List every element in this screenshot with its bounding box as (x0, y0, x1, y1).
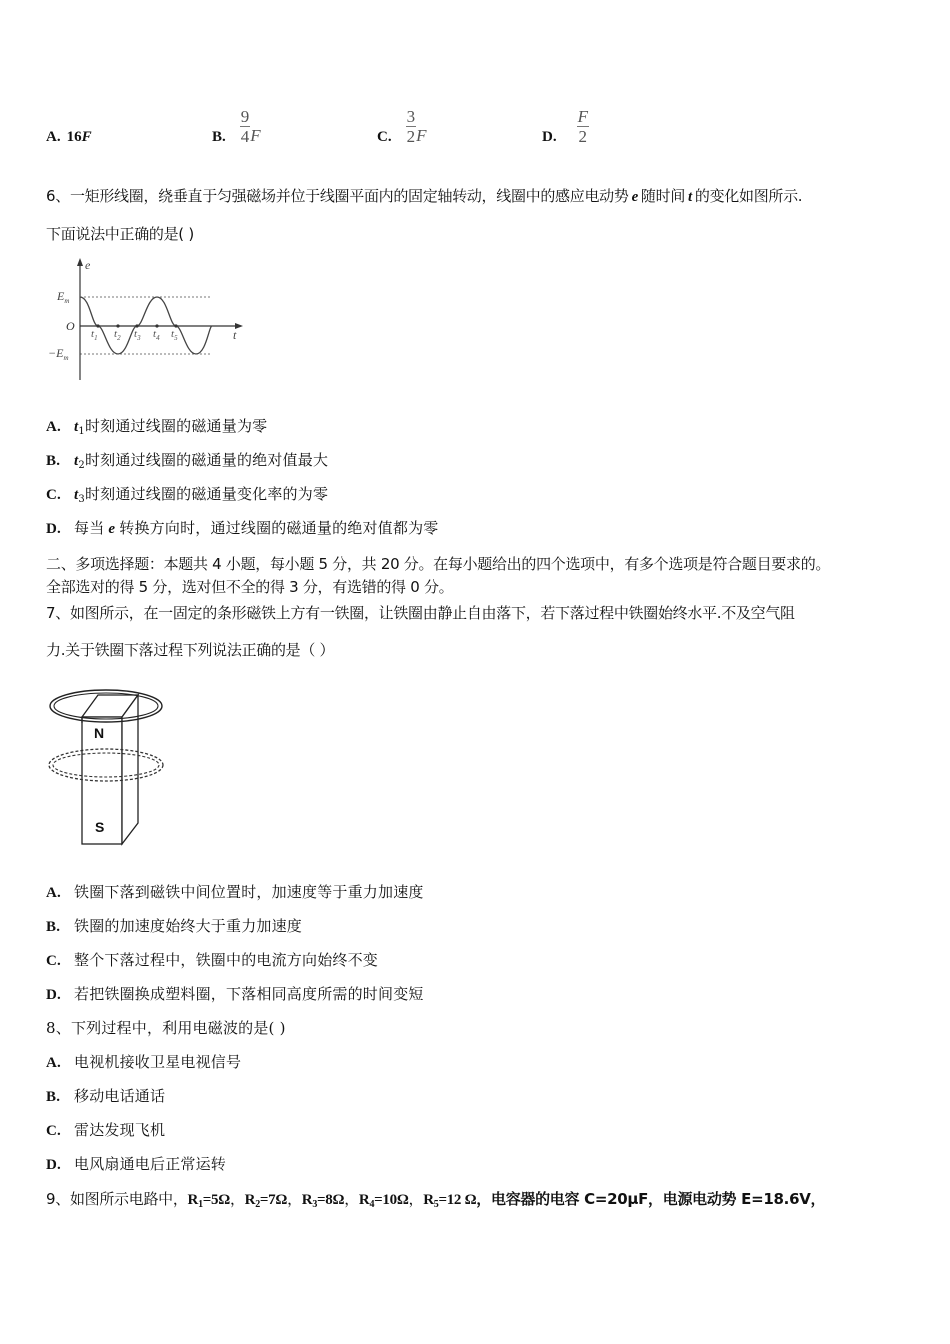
resistor-r4: $R_4=10\Omega$ (358, 1192, 409, 1210)
option-letter: A. (46, 885, 61, 901)
graph-t3-label: $t_3$ (134, 328, 141, 342)
q9-stem-text: 9、如图所示电路中， (46, 1190, 188, 1208)
option-letter: A. (46, 129, 61, 145)
option-letter: D. (542, 129, 557, 145)
option-var: F (250, 126, 261, 145)
q8-option-a[interactable] (46, 1052, 241, 1073)
q6-option-c[interactable] (46, 484, 328, 510)
option-var: t (74, 453, 79, 469)
q7-stem-line2: 力.关于铁圈下落过程下列说法正确的是（ ） (46, 641, 335, 659)
q5-option-a[interactable] (46, 129, 92, 146)
graph-x-label: t (233, 328, 237, 342)
fraction-numerator: 3 (406, 107, 416, 126)
q8-option-b[interactable] (46, 1086, 165, 1107)
q7-magnet-figure (46, 683, 176, 848)
option-letter: A. (46, 1055, 61, 1071)
fraction (406, 107, 417, 146)
fraction (240, 107, 251, 146)
option-letter: C. (46, 1123, 61, 1139)
option-letter: A. (46, 419, 61, 435)
option-text: 电视机接收卫星电视信号 (74, 1053, 242, 1071)
option-letter: B. (46, 1089, 61, 1105)
q6-emf-graph (40, 255, 250, 385)
q6-stem-line1 (46, 186, 802, 207)
south-pole-label: S (95, 819, 105, 835)
graph-t4-label: $t_4$ (153, 328, 160, 342)
option-text: 时刻通过线圈的磁通量为零 (84, 417, 268, 435)
option-var: t (74, 419, 79, 435)
option-letter: B. (212, 129, 226, 145)
q7-option-b[interactable] (46, 916, 302, 937)
option-var: F (81, 129, 92, 145)
q7-option-d[interactable] (46, 984, 424, 1005)
q6-stem-text: 随时间 (640, 187, 686, 205)
section2-instructions-line1: 二、多项选择题：本题共 4 小题，每小题 5 分，共 20 分。在每小题给出的四个选项中，有多个选项是符合题目要求的。 (46, 555, 831, 573)
option-sub: 3 (78, 494, 85, 505)
option-text: 整个下落过程中，铁圈中的电流方向始终不变 (74, 951, 379, 969)
q7-option-c[interactable] (46, 950, 378, 971)
resistor-r1: $R_1=5\Omega$ (187, 1192, 230, 1210)
north-pole-label: N (94, 725, 105, 741)
resistor-r2: $R_2=7\Omega$ (244, 1192, 288, 1210)
graph-origin-label: O (66, 319, 75, 333)
q5-option-d[interactable] (542, 107, 589, 146)
fraction-numerator: 9 (240, 107, 250, 126)
fraction-denominator: 2 (578, 127, 588, 146)
option-letter: D. (46, 1157, 61, 1173)
option-text: 移动电话通话 (74, 1087, 166, 1105)
option-text: 时刻通过线圈的磁通量变化率的为零 (84, 485, 329, 503)
option-letter: B. (46, 453, 61, 469)
q9-capacitor-text: ，电容器的电容 C=20μF，电源电动势 E=18.6V， (476, 1190, 826, 1208)
option-var: t (74, 487, 79, 503)
q8-option-c[interactable] (46, 1120, 165, 1141)
option-letter: D. (46, 987, 61, 1003)
q9-stem: 9、如图所示电路中，$R_1=5\Omega$，$R_2=7\Omega$，$R_3=8\Omega$，$R_4=10\Omega$，$R_5=12$ Ω，电容器的电容 C=20μF，电源电动势 E=18.6V， (46, 1190, 826, 1210)
option-var: e (108, 521, 116, 537)
graph-t5-label: $t_5$ (171, 328, 178, 342)
q6-option-d[interactable] (46, 518, 438, 539)
q8-stem: 8、下列过程中，利用电磁波的是( ) (46, 1019, 286, 1037)
fraction-denominator: 2 (406, 127, 416, 146)
q7-stem-line1: 7、如图所示，在一固定的条形磁铁上方有一铁圈，让铁圈由静止自由落下，若下落过程中铁圈始终水平.不及空气阻 (46, 604, 795, 622)
resistor-r5: $R_5=12$ Ω (423, 1192, 477, 1210)
graph-y-label: e (85, 258, 91, 272)
option-text: 若把铁圈换成塑料圈，下落相同高度所需的时间变短 (74, 985, 424, 1003)
option-text: 铁圈的加速度始终大于重力加速度 (74, 917, 303, 935)
option-text: 铁圈下落到磁铁中间位置时，加速度等于重力加速度 (74, 883, 424, 901)
option-text: 时刻通过线圈的磁通量的绝对值最大 (84, 451, 329, 469)
q8-option-d[interactable] (46, 1154, 226, 1175)
graph-neg-em-label: $-E_m$ (48, 346, 69, 362)
option-letter: D. (46, 521, 61, 537)
resistor-r3: $R_3=8\Omega$ (301, 1192, 345, 1210)
q6-option-b[interactable] (46, 450, 328, 476)
q6-option-a[interactable] (46, 416, 267, 442)
option-value: 16 (66, 129, 82, 145)
q5-option-c[interactable] (377, 107, 426, 146)
bar-magnet-ring-icon (46, 683, 176, 848)
option-letter: C. (46, 487, 61, 503)
fraction (577, 107, 589, 146)
option-letter: C. (46, 953, 61, 969)
option-text: 每当 (74, 519, 105, 537)
graph-t2-label: $t_2$ (114, 328, 121, 342)
q5-options (46, 100, 926, 152)
q6-var-t: t (688, 189, 692, 205)
q6-stem-text: 6、一矩形线圈，绕垂直于匀强磁场并位于线圈平面内的固定轴转动，线圈中的感应电动势 (46, 187, 629, 205)
option-letter: C. (377, 129, 392, 145)
section2-instructions-line2: 全部选对的得 5 分，选对但不全的得 3 分，有选错的得 0 分。 (46, 578, 454, 596)
graph-em-label: $E_m$ (57, 289, 70, 305)
option-text: 电风扇通电后正常运转 (74, 1155, 227, 1173)
q5-option-b[interactable] (212, 107, 261, 146)
q7-option-a[interactable] (46, 882, 424, 903)
option-sub: 2 (78, 460, 85, 471)
q6-stem-text: 的变化如图所示. (694, 187, 803, 205)
option-letter: B. (46, 919, 61, 935)
fraction-denominator: 4 (240, 127, 250, 146)
option-var: F (416, 126, 427, 145)
option-sub: 1 (78, 426, 85, 437)
graph-t1-label: $t_1$ (91, 328, 98, 342)
option-text: 转换方向时，通过线圈的磁通量的绝对值都为零 (119, 519, 439, 537)
fraction-numerator: F (577, 107, 588, 126)
q6-var-e: e (631, 189, 638, 205)
option-text: 雷达发现飞机 (74, 1121, 166, 1139)
q6-stem-line2: 下面说法中正确的是( ) (46, 225, 194, 243)
